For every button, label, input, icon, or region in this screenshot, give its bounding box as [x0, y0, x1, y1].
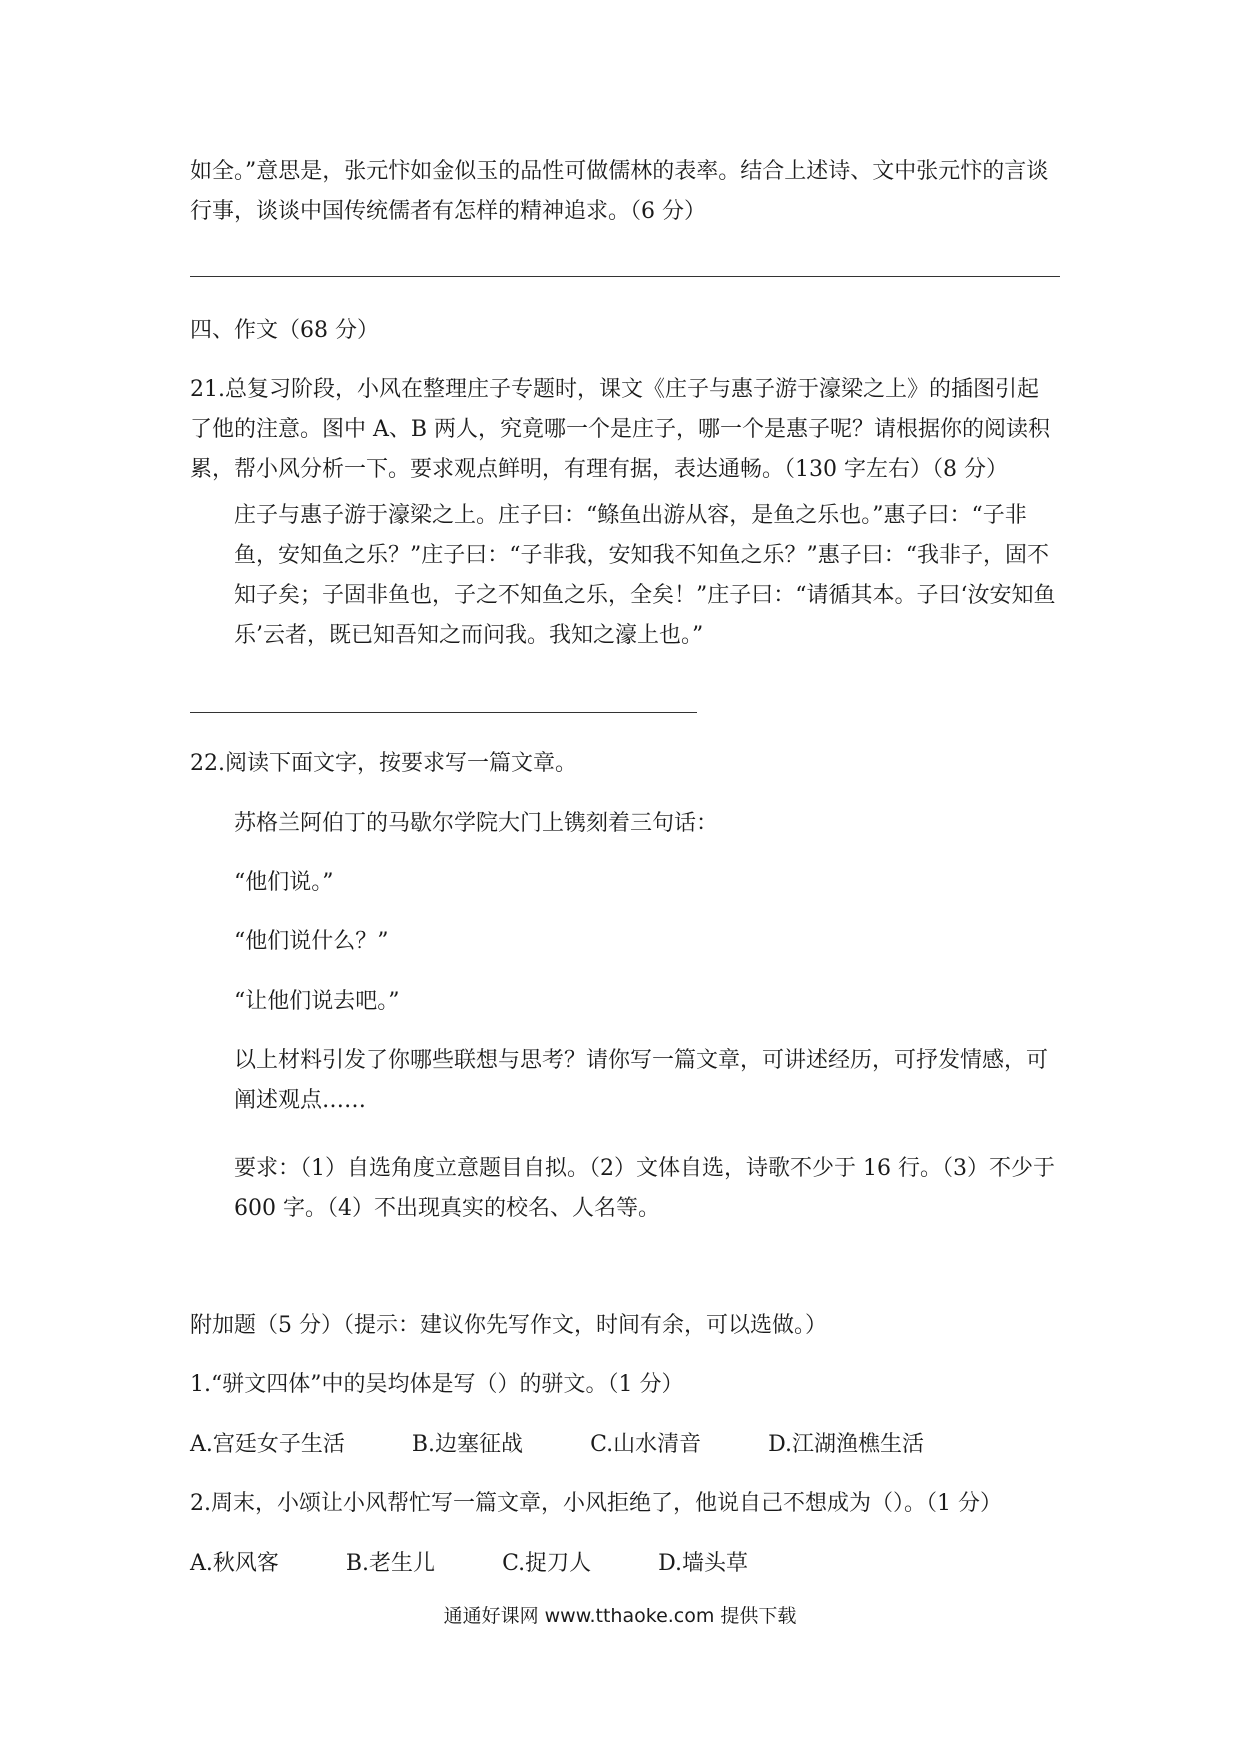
- bonus-q1-options: [190, 1425, 984, 1465]
- question-22-quote-3: “让他们说去吧。”: [234, 989, 400, 1014]
- question-22-quote-1: “他们说。”: [234, 870, 334, 895]
- bonus-q1-question: 1.“骈文四体”中的吴均体是写（）的骈文。（1 分）: [190, 1372, 684, 1397]
- bonus-q1-option-d: D.江湖渔樵生活: [768, 1432, 924, 1457]
- section-4-heading: 四、作文（68 分）: [190, 318, 379, 343]
- bonus-q2-question: 2.周末，小颂让小风帮忙写一篇文章，小风拒绝了，他说自己不想成为（）。（1 分）: [190, 1491, 1002, 1516]
- question-22-requirements: 要求：（1）自选角度立意题目自拟。（2）文体自选，诗歌不少于 16 行。（3）不少于 600 字。（4）不出现真实的校名、人名等。: [234, 1156, 1055, 1221]
- bonus-q2-options: [190, 1544, 808, 1584]
- bonus-q1-option-b: B.边塞征战: [411, 1432, 524, 1457]
- question-22-task: 以上材料引发了你哪些联想与思考？请你写一篇文章，可讲述经历，可抒发情感，可阐述观点……: [234, 1048, 1049, 1113]
- bonus-q2-option-b: B.老生儿: [345, 1551, 436, 1576]
- bonus-heading: 附加题（5 分）（提示：建议你先写作文，时间有余，可以选做。）: [190, 1313, 827, 1338]
- question-22-intro: 苏格兰阿伯丁的马歇尔学院大门上镌刻着三句话：: [234, 811, 719, 836]
- bonus-q1-option-c: C.山水清音: [590, 1432, 702, 1457]
- question-22-quote-2: “他们说什么？”: [234, 929, 389, 954]
- page-footer: 通通好课网 www.tthaoke.com 提供下载: [443, 1605, 797, 1627]
- question-22-prompt: 22.阅读下面文字，按要求写一篇文章。: [190, 751, 577, 776]
- question-20-tail: 如全。”意思是，张元忭如金似玉的品性可做儒林的表率。结合上述诗、文中张元忭的言谈行事，谈谈中国传统儒者有怎样的精神追求。（6 分）: [190, 159, 1049, 224]
- answer-line-q21: [190, 712, 697, 713]
- question-21-prompt: 21.总复习阶段，小风在整理庄子专题时，课文《庄子与惠子游于濠梁之上》的插图引起了他的注意。图中 A、B 两人，究竟哪一个是庄子，哪一个是惠子呢？请根据你的阅读积累，帮小风分析一下。要求观点鲜明，有理有据，表达通畅。（130 字左右）（8 分）: [190, 377, 1051, 482]
- bonus-q2-option-a: A.秋风客: [190, 1551, 279, 1576]
- question-21-passage: 庄子与惠子游于濠梁之上。庄子曰：“鲦鱼出游从容，是鱼之乐也。”惠子曰：“子非鱼，安知鱼之乐？”庄子曰：“子非我，安知我不知鱼之乐？”惠子曰：“我非子，固不知子矣；子固非鱼也，子之不知鱼之乐，全矣！”庄子曰：“请循其本。子曰‘汝安知鱼乐’云者，既已知吾知之而问我。我知之濠上也。”: [234, 503, 1056, 648]
- bonus-q2-option-d: D.墙头草: [658, 1551, 748, 1576]
- answer-line-q20: [190, 276, 1060, 277]
- bonus-q2-option-c: C.捉刀人: [502, 1551, 592, 1576]
- bonus-q1-option-a: A.宫廷女子生活: [190, 1432, 345, 1457]
